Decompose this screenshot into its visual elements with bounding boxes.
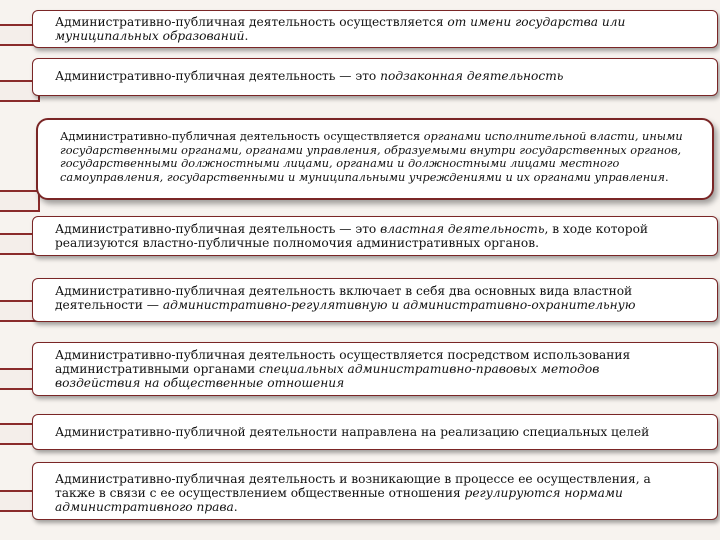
italic-text: подзаконная деятельность bbox=[380, 69, 564, 83]
statement-line bbox=[55, 222, 709, 236]
text: Административно-публичная деятельность осуществляется bbox=[55, 15, 448, 29]
side-tab bbox=[0, 190, 40, 212]
text: административными органами bbox=[55, 362, 259, 376]
statement-line bbox=[55, 69, 709, 83]
statement-box bbox=[36, 118, 714, 200]
statement-line bbox=[60, 144, 702, 158]
statement-line bbox=[55, 29, 709, 43]
italic-text: муниципальных образований bbox=[55, 29, 245, 43]
statement-line bbox=[60, 130, 702, 144]
statement-line bbox=[60, 171, 702, 185]
text: Административно-публичная деятельность включает в себя два основных вида властной bbox=[55, 284, 633, 298]
statement-line bbox=[55, 376, 709, 390]
text: Административно-публичная деятельность — это bbox=[55, 69, 381, 83]
text: . bbox=[244, 29, 249, 43]
italic-text: государственными должностными лицами, органами и должностными лицами местного bbox=[60, 157, 620, 171]
text: Административно-публичная деятельность и возникающие в процессе ее осуществления, а bbox=[55, 472, 651, 486]
statement-line bbox=[60, 157, 702, 171]
statement-box bbox=[32, 58, 718, 96]
text: Административно-публичная деятельность осуществляется посредством использования bbox=[55, 348, 631, 362]
text: реализуются властно-публичные полномочия административных органов. bbox=[55, 236, 539, 250]
text: Административно-публичная деятельность — это bbox=[55, 222, 381, 236]
text: Административно-публичная деятельность осуществляется bbox=[60, 130, 424, 143]
statement-box bbox=[32, 278, 718, 322]
statement-line bbox=[55, 500, 709, 514]
italic-text: регулируются нормами bbox=[464, 486, 623, 500]
statement-line bbox=[55, 486, 709, 500]
italic-text: государственными органами, органами управления, образуемыми внутри государственных органов, bbox=[60, 143, 682, 157]
statement-line bbox=[55, 284, 709, 298]
statement-box bbox=[32, 462, 718, 520]
text: , в ходе которой bbox=[544, 222, 649, 236]
text: . bbox=[233, 500, 238, 514]
statement-box bbox=[32, 342, 718, 396]
italic-text: от имени государства или bbox=[447, 15, 626, 29]
text: . bbox=[664, 170, 669, 184]
italic-text: специальных административно-правовых методов bbox=[258, 362, 600, 376]
text: также в связи с ее осуществлением общественные отношения bbox=[55, 486, 465, 500]
italic-text: самоуправления, государственными и муниципальными учреждениями и их органами управления bbox=[60, 170, 665, 184]
italic-text: властная деятельность bbox=[380, 222, 545, 236]
statement-line bbox=[55, 472, 709, 486]
statement-box bbox=[32, 10, 718, 48]
italic-text: воздействия на общественные отношения bbox=[55, 376, 345, 390]
statement-line bbox=[55, 298, 709, 312]
italic-text: административно-регулятивную и административно-охранительную bbox=[162, 298, 636, 312]
italic-text: органами исполнительной власти, иными bbox=[423, 130, 683, 143]
text: деятельности — bbox=[55, 298, 163, 312]
statement-line bbox=[55, 15, 709, 29]
statement-line bbox=[55, 362, 709, 376]
statement-line bbox=[55, 236, 709, 250]
statement-box bbox=[32, 414, 718, 450]
statement-line bbox=[55, 348, 709, 362]
statement-line bbox=[55, 425, 709, 439]
text: Административно-публичной деятельности направлена на реализацию специальных целей bbox=[55, 425, 650, 439]
italic-text: административного права bbox=[55, 500, 234, 514]
statement-box bbox=[32, 216, 718, 256]
